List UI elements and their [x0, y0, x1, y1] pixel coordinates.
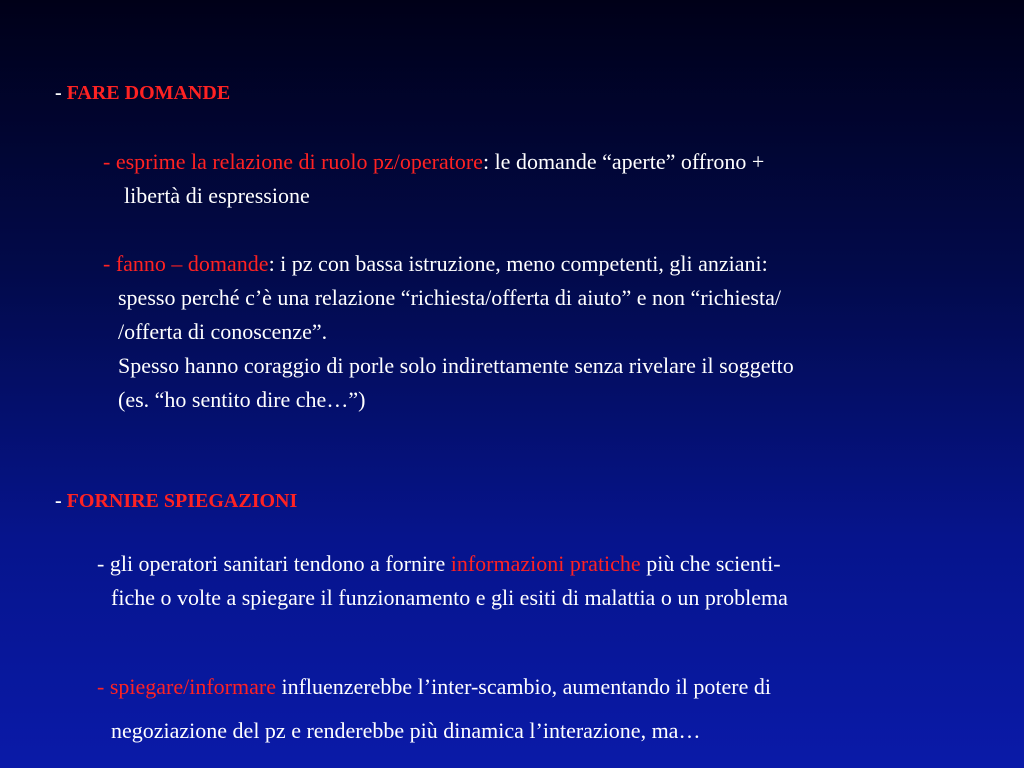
section-heading-fornire-spiegazioni — [55, 488, 297, 514]
bullet-operatori-line1 — [97, 551, 781, 577]
bullet-fanno-line3: /offerta di conoscenze”. — [118, 319, 328, 344]
heading-title: FARE DOMANDE — [66, 82, 231, 104]
bullet-highlight: esprime la relazione di ruolo pz/operatore — [115, 149, 483, 174]
bullet-text-suffix: più che scienti- — [640, 551, 781, 576]
bullet-spiegare-line2: negoziazione del pz e renderebbe più dinamica l’interazione, ma… — [111, 718, 701, 743]
bullet-operatori-line2: fiche o volte a spiegare il funzionamento e gli esiti di malattia o un problema — [111, 585, 788, 610]
bullet-spiegare-line1 — [97, 674, 771, 700]
heading-dash: - — [55, 82, 67, 104]
heading-dash: - — [55, 490, 67, 512]
bullet-fanno-line4: Spesso hanno coraggio di porle solo indirettamente senza rivelare il soggetto — [118, 353, 794, 378]
bullet-text: : le domande “aperte” offrono + — [482, 149, 765, 174]
bullet-fanno-line1 — [103, 251, 768, 277]
bullet-highlight: informazioni pratiche — [450, 551, 641, 576]
bullet-dash: - — [103, 149, 116, 174]
bullet-highlight: fanno – domande — [115, 251, 269, 276]
bullet-text-prefix: - gli operatori sanitari tendono a fornire — [97, 551, 451, 576]
bullet-fanno-line2: spesso perché c’è una relazione “richiesta/offerta di aiuto” e non “richiesta/ — [118, 285, 781, 310]
heading-title: FORNIRE SPIEGAZIONI — [66, 490, 298, 512]
bullet-dash: - — [103, 251, 116, 276]
bullet-fanno-line5: (es. “ho sentito dire che…”) — [118, 387, 366, 412]
bullet-text: : i pz con bassa istruzione, meno competenti, gli anziani: — [268, 251, 768, 276]
bullet-esprime-line2: libertà di espressione — [124, 183, 310, 208]
section-heading-fare-domande — [55, 80, 230, 106]
bullet-dash: - — [97, 674, 110, 699]
bullet-esprime-line1 — [103, 149, 764, 175]
bullet-highlight: spiegare/informare — [109, 674, 276, 699]
bullet-text: influenzerebbe l’inter-scambio, aumentando il potere di — [275, 674, 771, 699]
